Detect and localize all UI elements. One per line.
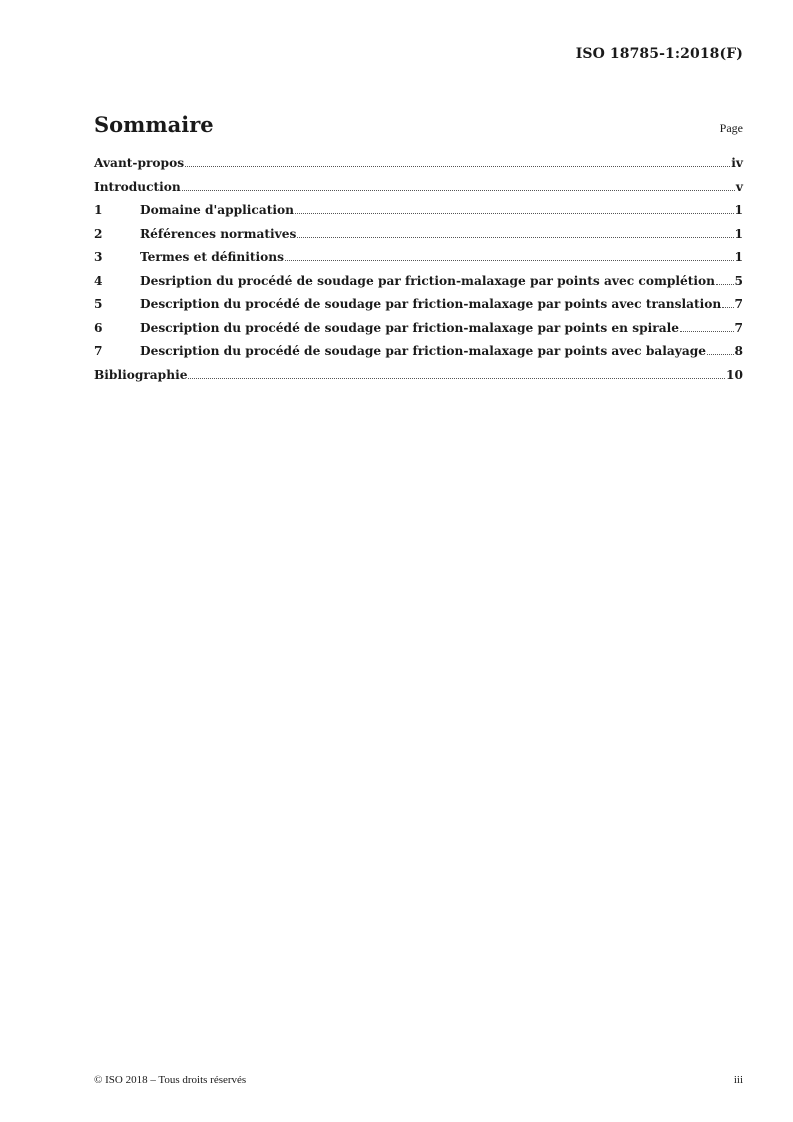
- toc-entry-section-3[interactable]: [94, 250, 743, 274]
- toc-entry-page[interactable]: 5: [734, 273, 743, 288]
- toc-entry-title[interactable]: Description du procédé de soudage par friction-malaxage par points en spirale: [140, 320, 680, 335]
- page-number: iii: [733, 1074, 743, 1086]
- toc-entry-avant-propos[interactable]: [94, 156, 743, 180]
- toc-dot-leader: [295, 213, 734, 214]
- toc-entry-bibliographie[interactable]: [94, 368, 743, 392]
- toc-entry-title[interactable]: Bibliographie: [94, 367, 188, 382]
- toc-entry-number: 7: [94, 344, 103, 358]
- toc-dot-leader: [285, 260, 734, 261]
- toc-dot-leader: [680, 331, 734, 332]
- toc-entry-page[interactable]: 1: [734, 203, 743, 217]
- toc-entry-title[interactable]: Introduction: [94, 179, 181, 194]
- toc-dot-leader: [188, 378, 725, 379]
- toc-entry-page[interactable]: iv: [731, 156, 743, 170]
- toc-entry-page[interactable]: 7: [734, 297, 743, 311]
- toc-entry-section-4[interactable]: [94, 274, 743, 298]
- toc-entry-number: 5: [94, 297, 103, 311]
- toc-entry-section-5[interactable]: [94, 297, 743, 321]
- toc-entry-title[interactable]: Termes et définitions: [140, 250, 284, 264]
- toc-entry-section-2[interactable]: [94, 227, 743, 251]
- toc-entry-title[interactable]: Description du procédé de soudage par friction-malaxage par points avec translation: [140, 297, 722, 311]
- toc-list: [94, 156, 743, 391]
- toc-dot-leader: [297, 237, 733, 238]
- toc-header: [94, 112, 743, 137]
- toc-entry-page[interactable]: 10: [726, 367, 743, 382]
- toc-entry-title[interactable]: Avant-propos: [94, 156, 185, 170]
- toc-entry-section-6[interactable]: [94, 321, 743, 345]
- toc-dot-leader: [707, 354, 733, 355]
- toc-entry-number: 1: [94, 203, 103, 217]
- toc-entry-page[interactable]: v: [735, 179, 743, 194]
- toc-dot-leader: [716, 284, 734, 285]
- toc-entry-title[interactable]: Domaine d'application: [140, 203, 294, 217]
- toc-entry-section-1[interactable]: [94, 203, 743, 227]
- toc-entry-page[interactable]: 8: [734, 344, 743, 358]
- toc-entry-page[interactable]: 1: [734, 226, 743, 241]
- toc-entry-number: 6: [94, 320, 103, 335]
- toc-dot-leader: [722, 307, 733, 308]
- page-footer: [94, 1074, 743, 1086]
- toc-dot-leader: [182, 190, 735, 191]
- toc-entry-introduction[interactable]: [94, 180, 743, 204]
- toc-entry-number: 3: [94, 250, 103, 264]
- copyright-notice: © ISO 2018 – Tous droits réservés: [94, 1074, 247, 1086]
- toc-entry-page[interactable]: 1: [734, 250, 743, 264]
- document-id: ISO 18785-1:2018(F): [575, 46, 743, 62]
- toc-dot-leader: [185, 166, 730, 167]
- toc-entry-title[interactable]: Description du procédé de soudage par friction-malaxage par points avec balayage: [140, 344, 707, 358]
- toc-entry-number: 2: [94, 226, 103, 241]
- toc-entry-title[interactable]: Desription du procédé de soudage par friction-malaxage par points avec complétion: [140, 273, 716, 288]
- toc-title: Sommaire: [94, 112, 214, 137]
- toc-entry-title[interactable]: Références normatives: [140, 226, 297, 241]
- toc-entry-page[interactable]: 7: [734, 320, 743, 335]
- toc-entry-number: 4: [94, 273, 103, 288]
- toc-entry-section-7[interactable]: [94, 344, 743, 368]
- page-column-label: Page: [719, 121, 743, 135]
